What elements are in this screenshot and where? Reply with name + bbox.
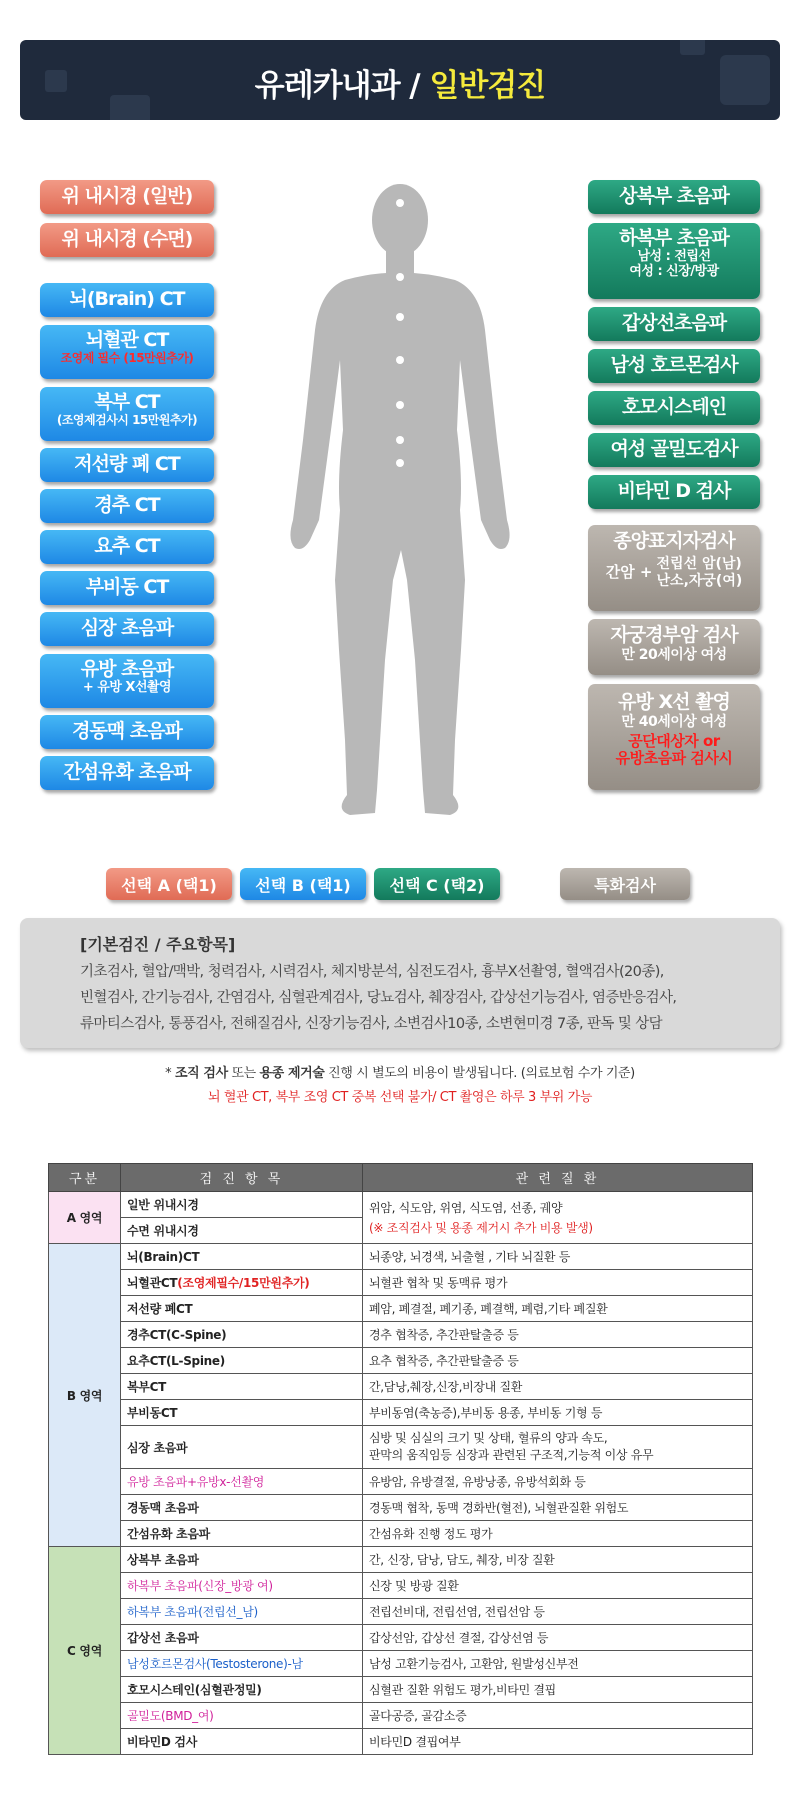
body-point	[396, 356, 404, 364]
option-brain-ct[interactable]: 뇌(Brain) CT	[40, 283, 214, 317]
checkup-table	[48, 1163, 753, 1755]
table-row	[49, 1192, 753, 1218]
table-row	[49, 1573, 753, 1599]
disease-cell: 폐암, 폐결절, 폐기종, 폐결핵, 폐렴,기타 폐질환	[363, 1296, 753, 1322]
option-cervical-cancer[interactable]: 자궁경부암 검사 만 20세이상 여성	[588, 619, 760, 675]
item-cell: 경동맥 초음파	[121, 1495, 363, 1521]
item-cell: 저선량 폐CT	[121, 1296, 363, 1322]
table-row	[49, 1521, 753, 1547]
option-gastroscopy-general[interactable]: 위 내시경 (일반)	[40, 180, 214, 214]
ct-limit-note: 뇌 혈관 CT, 복부 조영 CT 중복 선택 불가/ CT 촬영은 하루 3 부위 가능	[208, 1090, 592, 1105]
table-header: 관 련 질 환	[363, 1164, 753, 1192]
table-row	[49, 1469, 753, 1495]
option-gastroscopy-sleep[interactable]: 위 내시경 (수면)	[40, 223, 214, 257]
basic-checkup-line: 빈혈검사, 간기능검사, 간염검사, 심혈관계검사, 당뇨검사, 췌장검사, 갑상선기능검사, 염증반응검사,	[80, 990, 677, 1006]
option-bone-density[interactable]: 여성 골밀도검사	[588, 433, 760, 467]
disease-cell: 전립선비대, 전립선염, 전립선암 등	[363, 1599, 753, 1625]
table-row	[49, 1348, 753, 1374]
disease-cell: 골다공증, 골감소증	[363, 1703, 753, 1729]
option-lower-abdomen-ultrasound[interactable]: 하복부 초음파 남성 : 전립선 여성 : 신장/방광	[588, 223, 760, 299]
option-mammography[interactable]: 유방 X선 촬영 만 40세이상 여성 공단대상자 or 유방초음파 검사시	[588, 684, 760, 790]
item-cell: 복부CT	[121, 1374, 363, 1400]
item-cell: 요추CT(L-Spine)	[121, 1348, 363, 1374]
option-sinus-ct[interactable]: 부비동 CT	[40, 571, 214, 605]
area-a-label: A 영역	[49, 1192, 121, 1244]
option-abdomen-ct[interactable]: 복부 CT (조영제검사시 15만원추가)	[40, 387, 214, 441]
table-row	[49, 1270, 753, 1296]
option-upper-abdomen-ultrasound[interactable]: 상복부 초음파	[588, 180, 760, 214]
option-homocysteine[interactable]: 호모시스테인	[588, 391, 760, 425]
table-row	[49, 1296, 753, 1322]
option-cervical-ct[interactable]: 경추 CT	[40, 489, 214, 523]
basic-checkup-line: 기초검사, 혈압/맥박, 청력검사, 시력검사, 체지방분석, 심전도검사, 흉부X선촬영, 혈액검사(20종),	[80, 964, 664, 980]
body-point	[396, 313, 404, 321]
basic-checkup-line: 류마티스검사, 통풍검사, 전해질검사, 신장기능검사, 소변검사10종, 소변현미경 7종, 판독 및 상담	[80, 1016, 663, 1032]
option-breast-ultrasound[interactable]: 유방 초음파 + 유방 X선촬영	[40, 654, 214, 708]
disease-cell: 신장 및 방광 질환	[363, 1573, 753, 1599]
option-lowdose-lung-ct[interactable]: 저선량 폐 CT	[40, 448, 214, 482]
table-row	[49, 1547, 753, 1573]
disease-cell: 요추 협착증, 추간판탈출증 등	[363, 1348, 753, 1374]
table-header: 구분	[49, 1164, 121, 1192]
table-row	[49, 1244, 753, 1270]
table-row	[49, 1729, 753, 1755]
body-point	[396, 436, 404, 444]
table-row	[49, 1374, 753, 1400]
disease-cell: 뇌혈관 협착 및 동맥류 평가	[363, 1270, 753, 1296]
disease-cell: 경추 협착증, 추간판탈출증 등	[363, 1322, 753, 1348]
option-echocardiogram[interactable]: 심장 초음파	[40, 612, 214, 646]
disease-cell: 뇌종양, 뇌경색, 뇌출혈 , 기타 뇌질환 등	[363, 1244, 753, 1270]
item-cell: 수면 위내시경	[121, 1218, 363, 1244]
item-cell: 유방 초음파+유방x-선촬영	[121, 1469, 363, 1495]
table-row	[49, 1625, 753, 1651]
disease-cell: 남성 고환기능검사, 고환암, 원발성신부전	[363, 1651, 753, 1677]
area-b-label: B 영역	[49, 1244, 121, 1547]
body-point	[396, 199, 404, 207]
body-point	[396, 273, 404, 281]
item-cell: 부비동CT	[121, 1400, 363, 1426]
item-cell: 상복부 초음파	[121, 1547, 363, 1573]
table-row	[49, 1677, 753, 1703]
item-cell: 뇌혈관CT(조영제필수/15만원추가)	[121, 1270, 363, 1296]
disease-cell: 위암, 식도암, 위염, 식도염, 선종, 궤양 (※ 조직검사 및 용종 제거시 추가 비용 발생)	[363, 1192, 753, 1244]
body-point	[396, 459, 404, 467]
body-point	[396, 401, 404, 409]
page-title: 유레카내과 / 일반검진	[254, 68, 546, 104]
disease-cell: 간섬유화 진행 정도 평가	[363, 1521, 753, 1547]
option-tumor-marker[interactable]: 종양표지자검사 간암 + 전립선 암(남) 난소,자궁(여)	[588, 525, 760, 611]
option-vitamin-d[interactable]: 비타민 D 검사	[588, 475, 760, 509]
disease-cell: 유방암, 유방결절, 유방낭종, 유방석회화 등	[363, 1469, 753, 1495]
option-thyroid-ultrasound[interactable]: 갑상선초음파	[588, 307, 760, 341]
legend-special[interactable]: 특화검사	[560, 868, 690, 900]
item-cell: 심장 초음파	[121, 1426, 363, 1469]
table-row	[49, 1426, 753, 1469]
option-carotid-ultrasound[interactable]: 경동맥 초음파	[40, 715, 214, 749]
cost-note: * 조직 검사 또는 용종 제거술 진행 시 별도의 비용이 발생됩니다. (의료보험 수가 기준)	[165, 1066, 635, 1081]
table-row	[49, 1322, 753, 1348]
table-header: 검 진 항 목	[121, 1164, 363, 1192]
disease-cell: 비타민D 결핍여부	[363, 1729, 753, 1755]
cross-deco-icon	[680, 40, 705, 55]
item-cell: 간섬유화 초음파	[121, 1521, 363, 1547]
table-row	[49, 1400, 753, 1426]
disease-cell: 경동맥 협착, 동맥 경화반(혈전), 뇌혈관질환 위험도	[363, 1495, 753, 1521]
item-cell: 경추CT(C-Spine)	[121, 1322, 363, 1348]
item-cell: 하복부 초음파(신장_방광 여)	[121, 1573, 363, 1599]
item-cell: 일반 위내시경	[121, 1192, 363, 1218]
option-cerebrovascular-ct[interactable]: 뇌혈관 CT 조영제 필수 (15만원추가)	[40, 325, 214, 379]
legend-option-a[interactable]: 선택 A (택1)	[106, 868, 232, 900]
disease-cell: 심방 및 심실의 크기 및 상태, 혈류의 양과 속도, 판막의 움직임등 심장과 관련된 구조적,기능적 이상 유무	[363, 1426, 753, 1469]
table-row	[49, 1599, 753, 1625]
legend-option-c[interactable]: 선택 C (택2)	[374, 868, 500, 900]
item-cell: 호모시스테인(심혈관정밀)	[121, 1677, 363, 1703]
basic-checkup-box	[20, 918, 780, 1048]
item-cell: 갑상선 초음파	[121, 1625, 363, 1651]
table-row	[49, 1703, 753, 1729]
option-liver-fibrosis-ultrasound[interactable]: 간섬유화 초음파	[40, 756, 214, 790]
legend-option-b[interactable]: 선택 B (택1)	[240, 868, 366, 900]
disease-cell: 간, 신장, 담낭, 담도, 췌장, 비장 질환	[363, 1547, 753, 1573]
item-cell: 하복부 초음파(전립선_남)	[121, 1599, 363, 1625]
table-row	[49, 1495, 753, 1521]
human-body-figure	[285, 180, 515, 830]
option-male-hormone[interactable]: 남성 호르몬검사	[588, 349, 760, 383]
item-cell: 남성호르몬검사(Testosterone)-남	[121, 1651, 363, 1677]
area-c-label: C 영역	[49, 1547, 121, 1755]
table-row	[49, 1651, 753, 1677]
page-header	[20, 40, 780, 120]
basic-checkup-title: [기본검진 / 주요항목]	[80, 935, 236, 954]
disease-cell: 간,담낭,췌장,신장,비장내 질환	[363, 1374, 753, 1400]
disease-cell: 갑상선암, 갑상선 결절, 갑상선염 등	[363, 1625, 753, 1651]
item-cell: 뇌(Brain)CT	[121, 1244, 363, 1270]
item-cell: 골밀도(BMD_여)	[121, 1703, 363, 1729]
item-cell: 비타민D 검사	[121, 1729, 363, 1755]
disease-cell: 심혈관 질환 위험도 평가,비타민 결핍	[363, 1677, 753, 1703]
disease-cell: 부비동염(축농증),부비동 용종, 부비동 기형 등	[363, 1400, 753, 1426]
option-lumbar-ct[interactable]: 요추 CT	[40, 530, 214, 564]
